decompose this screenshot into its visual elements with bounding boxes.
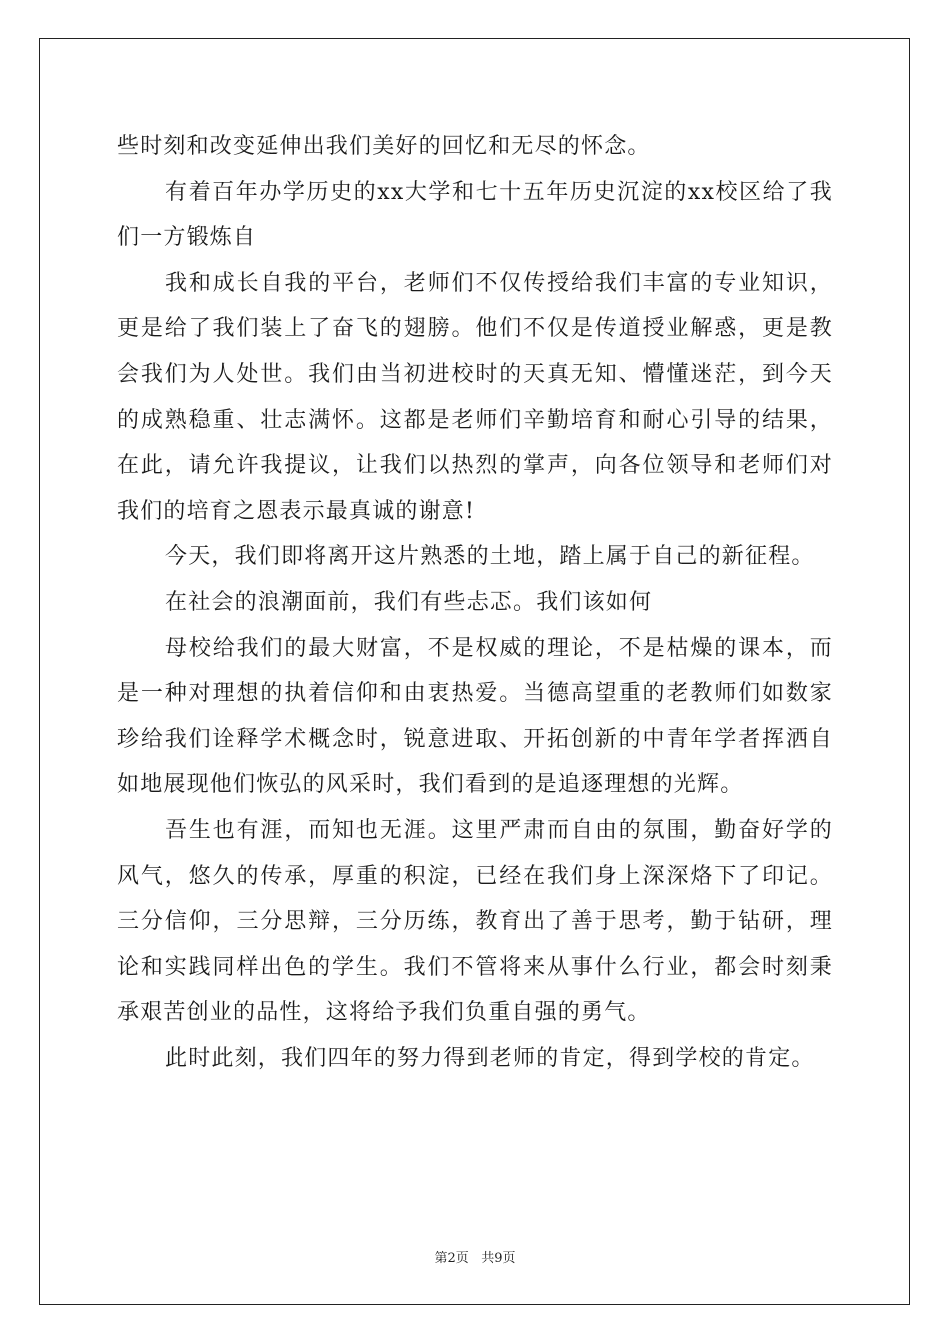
paragraph: 母校给我们的最大财富，不是权威的理论，不是枯燥的课本，而是一种对理想的执着信仰和由衷热爱。当德高望重的老教师们如数家珍给我们诠释学术概念时，锐意进取、开拓创新的中青年学者挥洒自如地展现他们恢弘的风采时，我们看到的是追逐理想的光辉。 <box>117 635 833 798</box>
page-footer <box>0 1247 950 1266</box>
paragraph: 有着百年办学历史的xx大学和七十五年历史沉淀的xx校区给了我们一方锻炼自 <box>117 179 833 251</box>
paragraph: 我和成长自我的平台，老师们不仅传授给我们丰富的专业知识，更是给了我们装上了奋飞的翅膀。他们不仅是传道授业解惑，更是教会我们为人处世。我们由当初进校时的天真无知、懵懂迷茫，到今天的成熟稳重、壮志满怀。这都是老师们辛勤培育和耐心引导的结果，在此，请允许我提议，让我们以热烈的掌声，向各位领导和老师们对我们的培育之恩表示最真诚的谢意! <box>117 270 833 524</box>
paragraph: 此时此刻，我们四年的努力得到老师的肯定，得到学校的肯定。 <box>165 1045 815 1071</box>
page-number: 第2页 <box>434 1251 469 1266</box>
page-total: 共9页 <box>481 1251 516 1266</box>
document-body <box>117 124 833 1081</box>
paragraph: 今天，我们即将离开这片熟悉的土地，踏上属于自己的新征程。 <box>165 544 815 570</box>
paragraph: 些时刻和改变延伸出我们美好的回忆和无尽的怀念。 <box>117 134 651 159</box>
paragraph: 在社会的浪潮面前，我们有些忐忑。我们该如何 <box>165 589 653 615</box>
paragraph: 吾生也有涯，而知也无涯。这里严肃而自由的氛围，勤奋好学的风气，悠久的传承，厚重的积淀，已经在我们身上深深烙下了印记。三分信仰，三分思辩，三分历练，教育出了善于思考，勤于钻研，理论和实践同样出色的学生。我们不管将来从事什么行业，都会时刻秉承艰苦创业的品性，这将给予我们负重自强的勇气。 <box>117 817 833 1026</box>
